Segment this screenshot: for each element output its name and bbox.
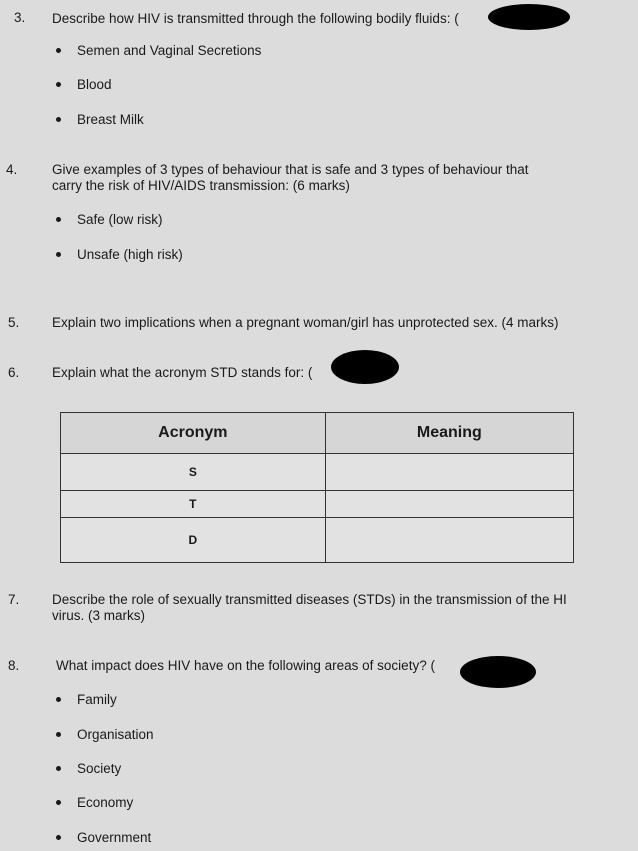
table-row	[61, 454, 574, 491]
bullet-icon	[56, 82, 61, 87]
bullet-icon	[56, 835, 61, 840]
bullet-icon	[56, 117, 61, 122]
question-7-number: 7.	[8, 592, 20, 607]
bullet-text: Organisation	[77, 727, 154, 742]
question-7-text-line1: Describe the role of sexually transmitted diseases (STDs) in the transmission of the HI	[52, 592, 567, 607]
question-6-text: Explain what the acronym STD stands for: (	[52, 365, 313, 380]
question-5-number: 5.	[8, 315, 20, 330]
question-4-number: 4.	[6, 162, 18, 177]
bullet-text: Society	[77, 761, 122, 776]
bullet-text: Government	[77, 830, 152, 845]
redaction-mark	[331, 350, 399, 384]
question-6-number: 6.	[8, 365, 20, 380]
list-item	[56, 43, 261, 58]
bullet-text: Unsafe (high risk)	[77, 247, 183, 262]
question-4-text-line2: carry the risk of HIV/AIDS transmission: (6 marks)	[52, 178, 350, 193]
bullet-text: Safe (low risk)	[77, 212, 163, 227]
bullet-text: Breast Milk	[77, 112, 144, 127]
list-item	[56, 212, 163, 227]
acronym-cell: D	[61, 518, 326, 563]
table-row	[61, 491, 574, 518]
question-3-text: Describe how HIV is transmitted through the following bodily fluids: (	[52, 11, 459, 26]
redaction-mark	[488, 4, 570, 30]
list-item	[56, 727, 154, 742]
bullet-text: Economy	[77, 795, 134, 810]
meaning-cell[interactable]	[325, 454, 573, 491]
bullet-text: Blood	[77, 77, 112, 92]
bullet-icon	[56, 800, 61, 805]
bullet-text: Semen and Vaginal Secretions	[77, 43, 262, 58]
question-7-text-line2: virus. (3 marks)	[52, 608, 146, 623]
question-5-text: Explain two implications when a pregnant woman/girl has unprotected sex. (4 marks)	[52, 315, 559, 330]
bullet-icon	[56, 252, 61, 257]
meaning-cell[interactable]	[325, 491, 573, 518]
acronym-cell: S	[61, 454, 326, 491]
bullet-icon	[56, 766, 61, 771]
question-8-text: What impact does HIV have on the following areas of society? (	[56, 658, 435, 673]
question-4-text-line1: Give examples of 3 types of behaviour that is safe and 3 types of behaviour that	[52, 162, 529, 177]
question-8-number: 8.	[8, 658, 20, 673]
acronym-cell: T	[61, 491, 326, 518]
question-3-number: 3.	[14, 10, 26, 25]
list-item	[56, 795, 133, 810]
bullet-icon	[56, 217, 61, 222]
list-item	[56, 247, 183, 262]
bullet-text: Family	[77, 692, 117, 707]
list-item	[56, 761, 121, 776]
bullet-icon	[56, 732, 61, 737]
redaction-mark	[460, 656, 536, 688]
meaning-cell[interactable]	[325, 518, 573, 563]
bullet-icon	[56, 697, 61, 702]
list-item	[56, 692, 117, 707]
list-item	[56, 112, 144, 127]
list-item	[56, 830, 151, 845]
std-acronym-table	[60, 412, 574, 563]
list-item	[56, 77, 112, 92]
table-header-meaning: Meaning	[325, 413, 573, 454]
bullet-icon	[56, 48, 61, 53]
table-row	[61, 518, 574, 563]
table-header-acronym: Acronym	[61, 413, 326, 454]
